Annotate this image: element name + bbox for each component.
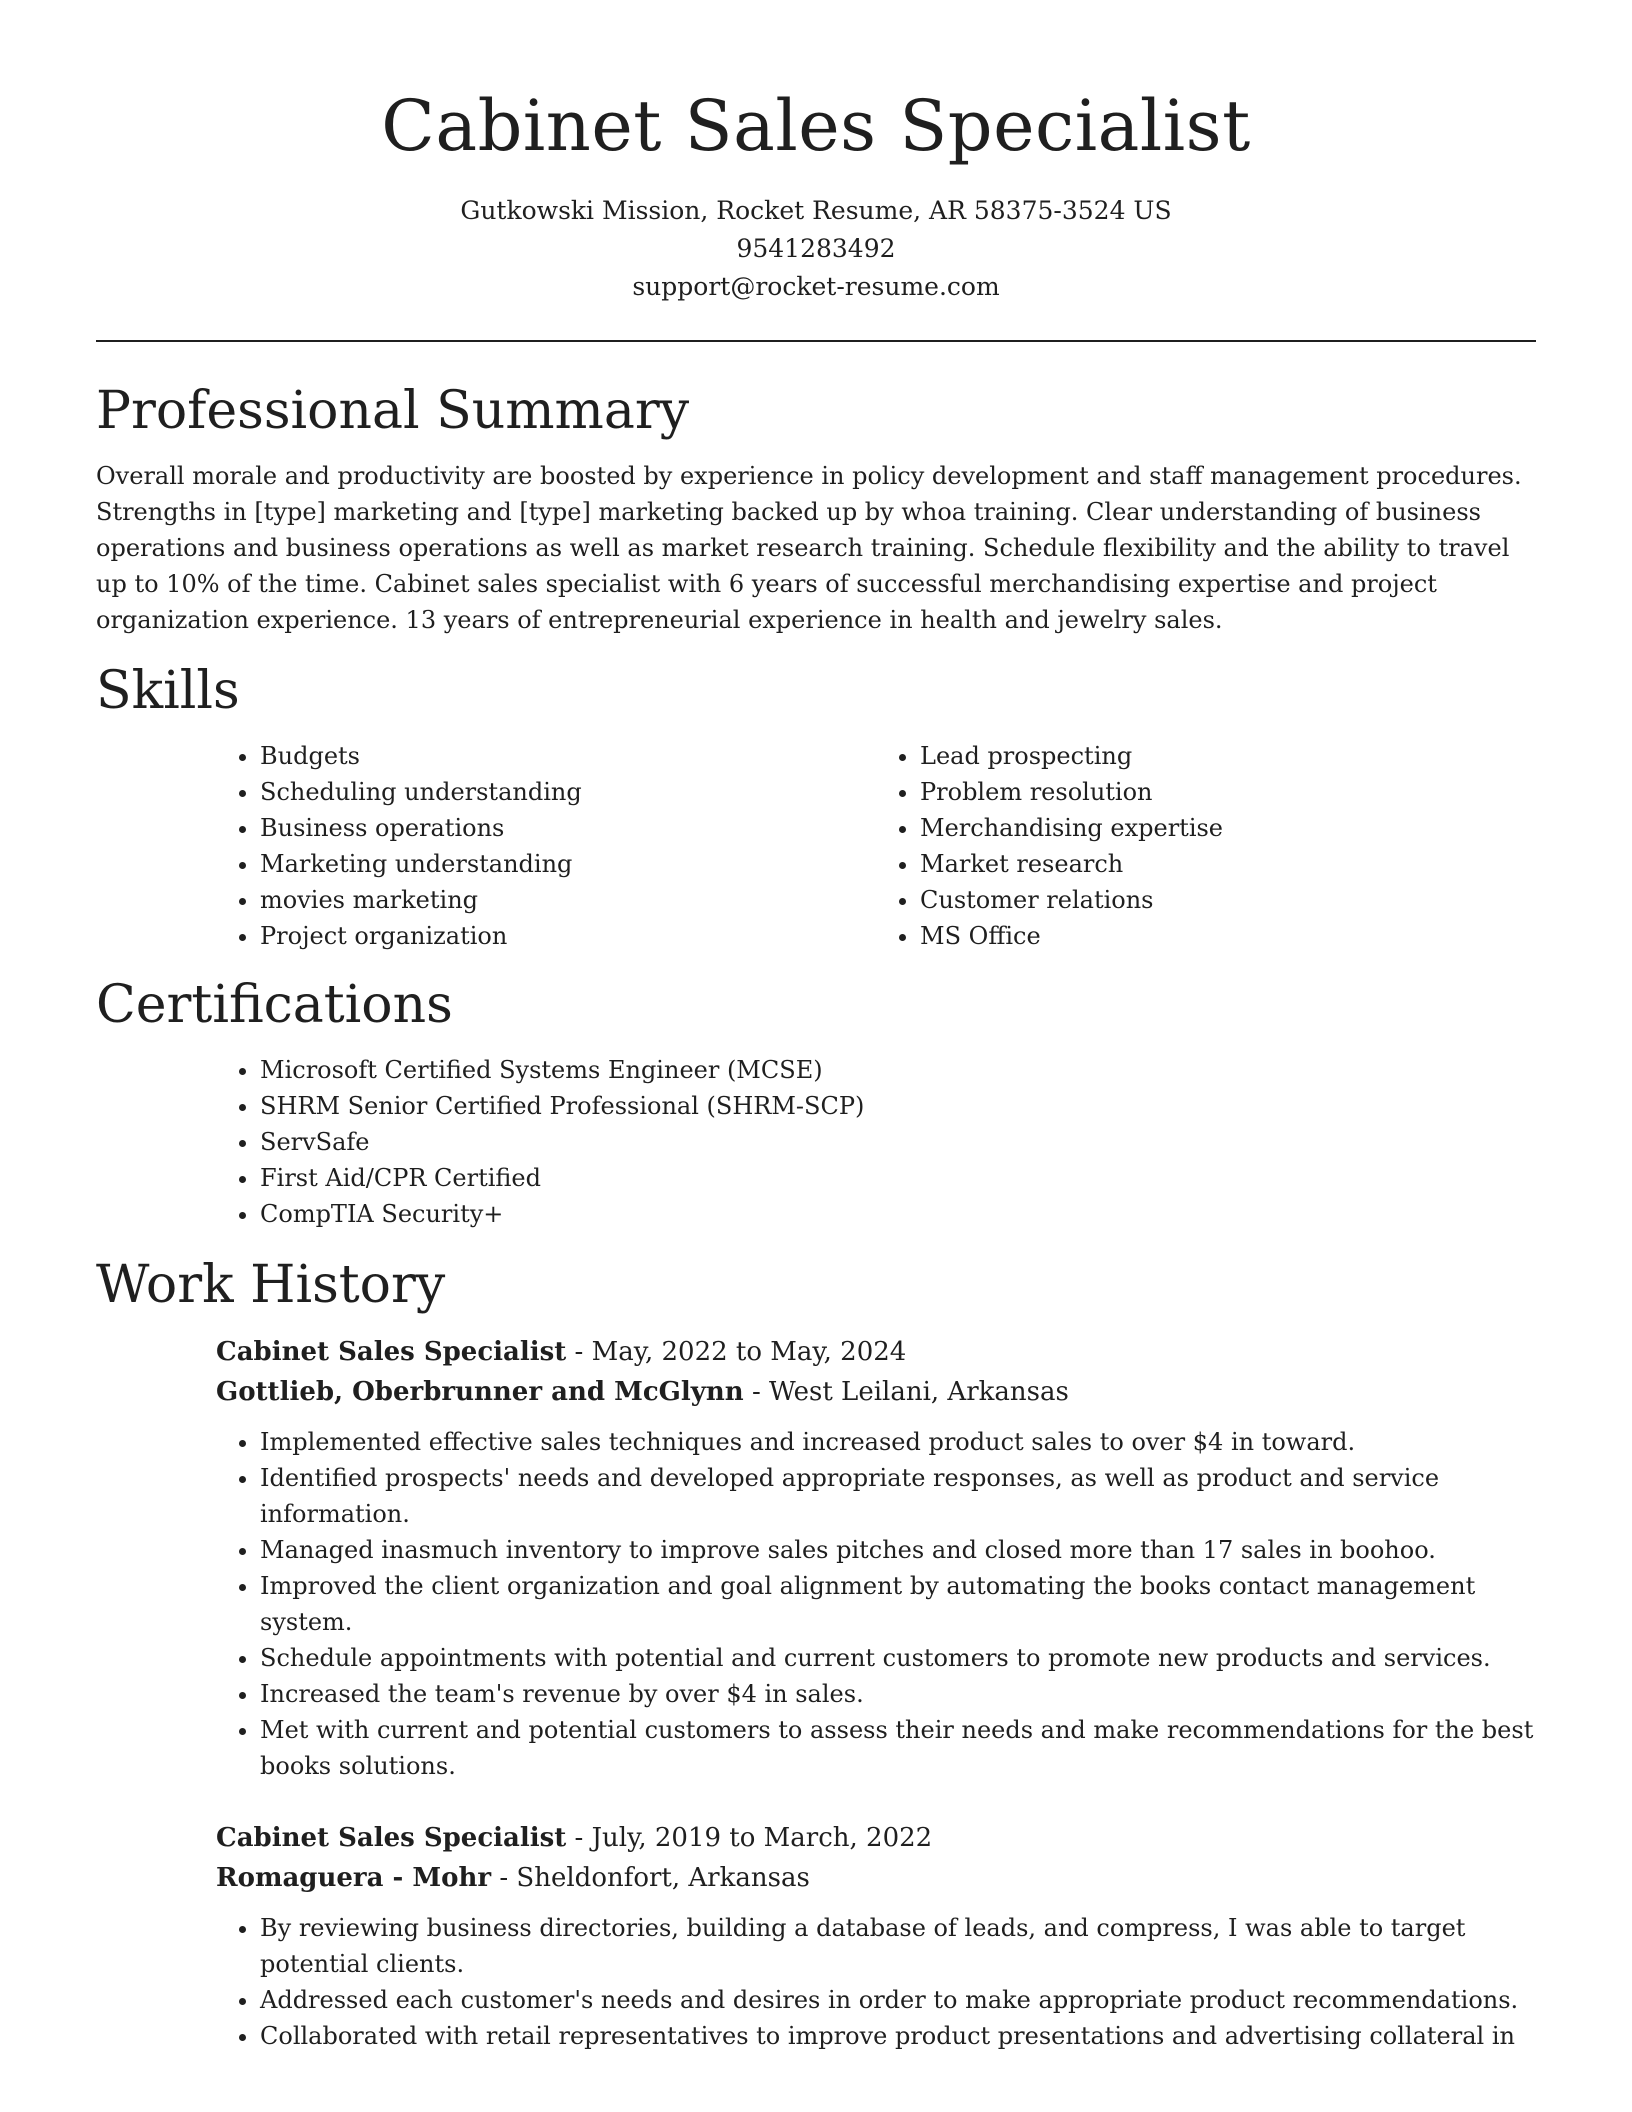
summary-section xyxy=(96,380,1536,638)
candidate-name: Cabinet Sales Specialist xyxy=(381,85,1251,167)
skill-item: • Merchandising expertise xyxy=(920,810,1536,846)
skills-heading: Skills xyxy=(96,661,240,721)
resume-content xyxy=(96,380,1536,2088)
address: Gutkowski Mission, Rocket Resume, AR 58375-3524 US xyxy=(460,196,1172,225)
skill-item: • Market research xyxy=(920,846,1536,882)
skill-item: • Scheduling understanding xyxy=(260,774,876,810)
job-bullets xyxy=(216,1910,1536,2054)
job-bullet: • Increased the team's revenue by over $4 in sales. xyxy=(260,1676,1536,1712)
certifications-list xyxy=(216,1052,1536,1232)
resume-header xyxy=(0,0,1632,306)
contact-block xyxy=(0,192,1632,306)
skill-item: • Problem resolution xyxy=(920,774,1536,810)
job-bullet: • Improved the client organization and goal alignment by automating the books contact management system. xyxy=(260,1568,1536,1640)
job-location: - West Leilani, Arkansas xyxy=(743,1377,1069,1407)
job-company-line xyxy=(216,1858,1536,1898)
job-title-line xyxy=(216,1332,1536,1372)
summary-heading: Professional Summary xyxy=(96,381,690,441)
job-company: Gottlieb, Oberbrunner and McGlynn xyxy=(216,1377,744,1407)
skill-item: • Budgets xyxy=(260,738,876,774)
skill-item: • Lead prospecting xyxy=(920,738,1536,774)
certifications-block xyxy=(216,1052,1536,1232)
skill-item: • Marketing understanding xyxy=(260,846,876,882)
job-entry xyxy=(216,1332,1536,1784)
job-role: Cabinet Sales Specialist xyxy=(216,1823,567,1853)
work-history-heading: Work History xyxy=(96,1255,446,1315)
job-company-line xyxy=(216,1372,1536,1412)
job-bullet: • Collaborated with retail representatives to improve product presentations and advertising collateral in xyxy=(260,2018,1536,2054)
job-bullet: • By reviewing business directories, building a database of leads, and compress, I was able to target potential clients. xyxy=(260,1910,1536,1982)
job-bullet: • Met with current and potential customers to assess their needs and make recommendations for the best books solutions. xyxy=(260,1712,1536,1784)
work-history-section xyxy=(96,1254,1536,2054)
certification-item: • ServSafe xyxy=(260,1124,1536,1160)
email: support@rocket-resume.com xyxy=(632,272,1000,301)
certification-item: • SHRM Senior Certified Professional (SHRM-SCP) xyxy=(260,1088,1536,1124)
summary-text: Overall morale and productivity are boosted by experience in policy development and staff management procedures. Strengths in [type] marketing and [type] marketing backed up by whoa training. Clear understanding of business operations and business operations as well as market research training. Schedule flexibility and the ability to travel up to 10% of the time. Cabinet sales specialist with 6 years of successful merchandising expertise and project organization experience. 13 years of entrepreneurial experience in health and jewelry sales. xyxy=(96,462,1522,634)
job-bullet: • Managed inasmuch inventory to improve sales pitches and closed more than 17 sales in boohoo. xyxy=(260,1532,1536,1568)
skill-item: • MS Office xyxy=(920,918,1536,954)
skills-section xyxy=(96,660,1536,954)
job-bullet: • Identified prospects' needs and developed appropriate responses, as well as product and service information. xyxy=(260,1460,1536,1532)
job-bullet: • Schedule appointments with potential and current customers to promote new products and services. xyxy=(260,1640,1536,1676)
certification-item: • CompTIA Security+ xyxy=(260,1196,1536,1232)
job-company: Romaguera - Mohr xyxy=(216,1863,492,1893)
skill-item: • movies marketing xyxy=(260,882,876,918)
job-bullets xyxy=(216,1424,1536,1784)
certification-item: • First Aid/CPR Certified xyxy=(260,1160,1536,1196)
job-dates: - May, 2022 to May, 2024 xyxy=(566,1337,907,1367)
header-divider xyxy=(96,340,1536,342)
certification-item: • Microsoft Certified Systems Engineer (MCSE) xyxy=(260,1052,1536,1088)
skill-item: • Business operations xyxy=(260,810,876,846)
certifications-heading: Certifications xyxy=(96,975,453,1035)
job-role: Cabinet Sales Specialist xyxy=(216,1337,567,1367)
job-dates: - July, 2019 to March, 2022 xyxy=(566,1823,933,1853)
skills-list-right xyxy=(876,738,1536,954)
certifications-section xyxy=(96,974,1536,1232)
job-bullet: • Implemented effective sales techniques and increased product sales to over $4 in toward. xyxy=(260,1424,1536,1460)
skill-item: • Project organization xyxy=(260,918,876,954)
job-title-line xyxy=(216,1818,1536,1858)
phone: 9541283492 xyxy=(736,234,896,263)
skills-columns xyxy=(216,738,1536,954)
skills-list-left xyxy=(216,738,876,954)
job-entry xyxy=(216,1818,1536,2054)
job-location: - Sheldonfort, Arkansas xyxy=(491,1863,810,1893)
job-bullet: • Addressed each customer's needs and desires in order to make appropriate product recommendations. xyxy=(260,1982,1536,2018)
skill-item: • Customer relations xyxy=(920,882,1536,918)
